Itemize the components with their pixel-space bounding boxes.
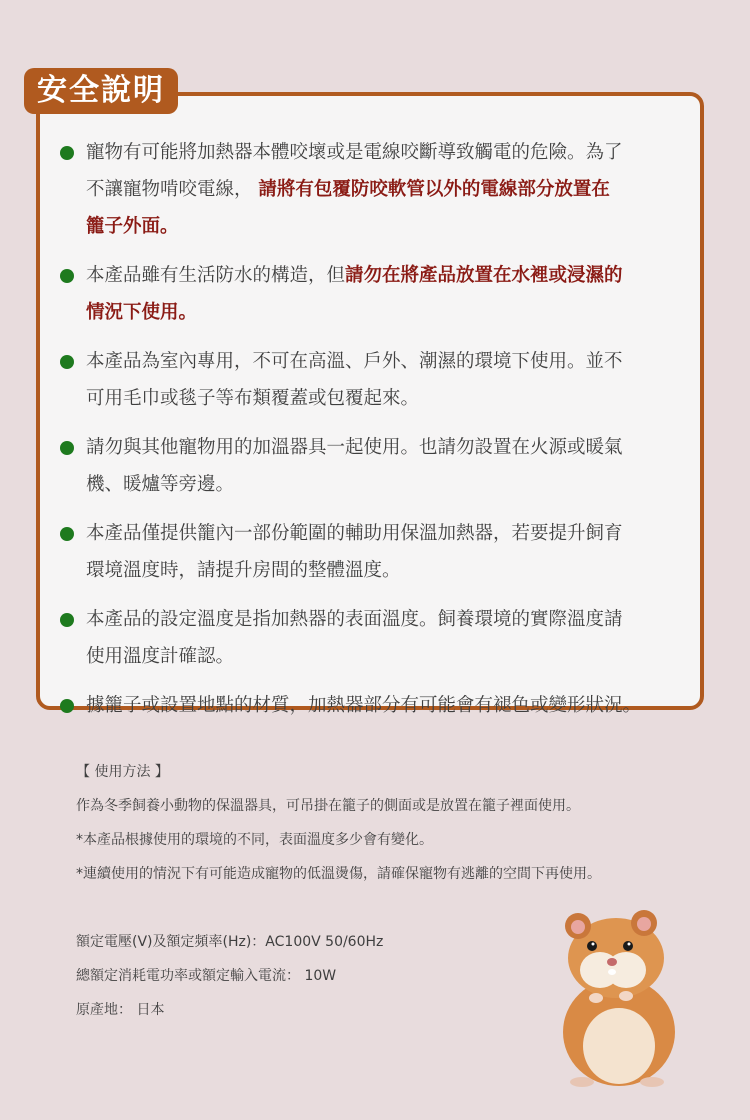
list-item: 本產品雖有生活防水的構造，但請勿在將產品放置在水裡或浸濕的 情況下使用。 — [60, 257, 680, 331]
spec-voltage: 額定電壓(V)及額定頻率(Hz)：AC100V 50/60Hz — [76, 934, 384, 950]
usage-heading: 【 使用方法 】 — [76, 764, 169, 780]
specs-section — [76, 932, 383, 1034]
list-item: 據籠子或設置地點的材質，加熱器部分有可能會有褪色或變形狀況。 — [60, 687, 680, 724]
bullet-icon — [60, 269, 74, 283]
usage-note: *連續使用的情況下有可能造成寵物的低溫燙傷，請確保寵物有逃離的空間下再使用。 — [76, 866, 601, 882]
spec-origin: 原產地： 日本 — [76, 1002, 165, 1018]
usage-section — [76, 762, 696, 898]
safety-list — [60, 134, 680, 736]
hamster-image — [548, 908, 690, 1088]
bullet-icon — [60, 699, 74, 713]
usage-note: *本產品根據使用的環境的不同，表面溫度多少會有變化。 — [76, 832, 433, 848]
list-item: 請勿與其他寵物用的加溫器具一起使用。也請勿設置在火源或暖氣 機、暖爐等旁邊。 — [60, 429, 680, 503]
list-item: 本產品的設定溫度是指加熱器的表面溫度。飼養環境的實際溫度請 使用溫度計確認。 — [60, 601, 680, 675]
bullet-icon — [60, 441, 74, 455]
spec-power: 總額定消耗電功率或額定輸入電流： 10W — [76, 968, 337, 984]
safety-title-badge: 安全說明 — [24, 68, 178, 114]
bullet-icon — [60, 355, 74, 369]
usage-text: 作為冬季飼養小動物的保溫器具，可吊掛在籠子的側面或是放置在籠子裡面使用。 — [76, 798, 580, 814]
list-item: 本產品僅提供籠內一部份範圍的輔助用保溫加熱器，若要提升飼育 環境溫度時，請提升房間的整體溫度。 — [60, 515, 680, 589]
list-item: 寵物有可能將加熱器本體咬壞或是電線咬斷導致觸電的危險。為了 不讓寵物啃咬電線， 請將有包覆防咬軟管以外的電線部分放置在 籠子外面。 — [60, 134, 680, 245]
bullet-icon — [60, 146, 74, 160]
safety-panel — [36, 92, 704, 716]
list-item: 本產品為室內專用，不可在高溫、戶外、潮濕的環境下使用。並不 可用毛巾或毯子等布類覆蓋或包覆起來。 — [60, 343, 680, 417]
bullet-icon — [60, 527, 74, 541]
bullet-icon — [60, 613, 74, 627]
